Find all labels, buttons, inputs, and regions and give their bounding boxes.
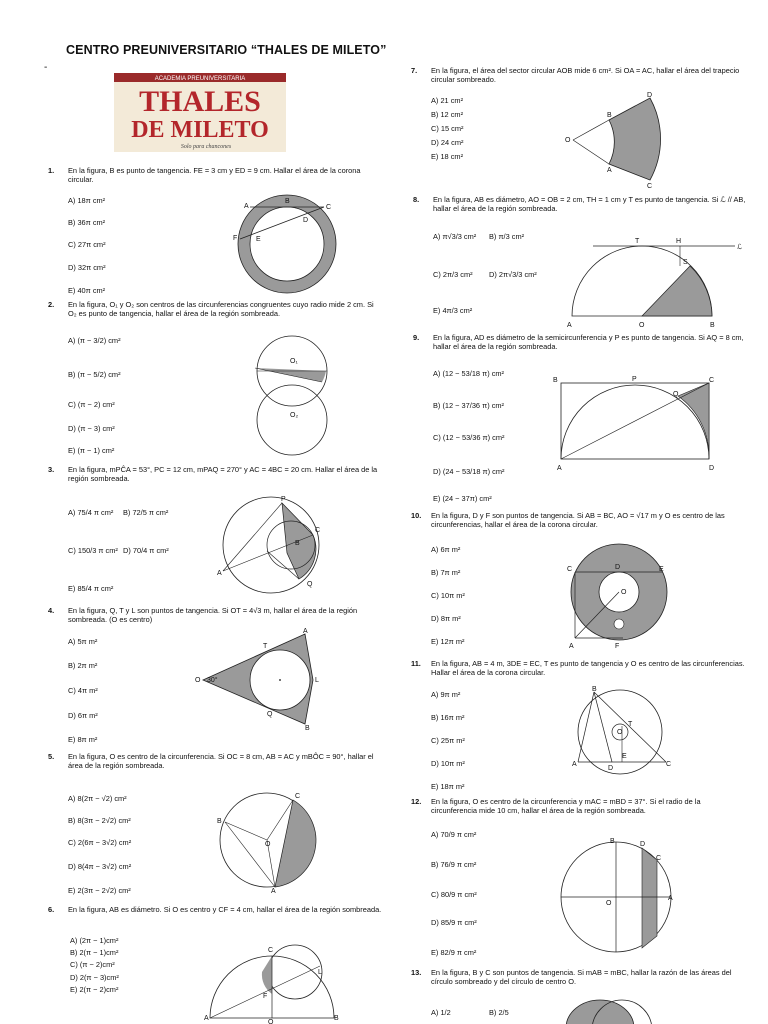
label-O: O	[639, 322, 645, 329]
question-number: 2.	[48, 300, 55, 309]
figure-8	[565, 236, 750, 331]
label-A: A	[303, 628, 308, 635]
figure-11	[570, 686, 675, 776]
figure-5	[215, 790, 320, 895]
label-T: T	[635, 238, 640, 245]
option-c[interactable]: C) 15 cm²	[431, 124, 464, 133]
question-1	[48, 166, 383, 185]
label-T: T	[263, 643, 268, 650]
logo-line1: THALES	[139, 85, 261, 118]
question-text: En la figura, Q, T y L son puntos de tangencia. Si OT = 4√3 m, hallar el área de la región sombreada. (O es centro)	[68, 606, 358, 625]
option-e[interactable]: E) 40π cm²	[68, 286, 106, 295]
label-A: A	[668, 895, 673, 902]
logo-slogan: Solo para chancones	[180, 144, 232, 150]
label-B: B	[285, 198, 290, 205]
option-b[interactable]: B) 12 cm²	[431, 110, 464, 119]
option-d[interactable]: D) 8π m²	[431, 614, 461, 623]
figure-4	[195, 628, 325, 732]
label-C: C	[709, 377, 715, 384]
question-11	[411, 659, 747, 678]
question-text: En la figura, AB es diámetro, AO = OB = 2 cm, TH = 1 cm y T es punto de tangencia. Si ℒ // AB, hallar el área de la región sombreada.	[433, 195, 746, 214]
logo-top-text: ACADEMIA PREUNIVERSITARIA	[154, 76, 246, 82]
question-number: 10.	[411, 511, 422, 520]
option-b[interactable]: B) 7π m²	[431, 568, 461, 577]
question-number: 6.	[48, 905, 55, 914]
question-text: En la figura, mPĈA = 53°, PC = 12 cm, mPAQ = 270° y AC = 4BC = 20 cm. Hallar el área de la región sombreada.	[68, 465, 378, 484]
option-e[interactable]: E) 2(3π − 2√2) cm²	[68, 886, 131, 895]
question-text: En la figura, O es centro de la circunferencia y mAC = mBD = 37°. Si el radio de la circunferencia mide 10 cm, hallar el área de la región sombreada.	[431, 797, 701, 816]
option-a[interactable]: A) 21 cm²	[431, 96, 464, 105]
label-A: A	[204, 1015, 209, 1022]
label-B: B	[553, 377, 558, 384]
figure-12	[560, 838, 680, 958]
question-number: 12.	[411, 797, 422, 806]
option-c[interactable]: C) 80/9 π cm²	[431, 890, 477, 899]
thales-logo	[114, 73, 286, 152]
label-C: C	[315, 527, 321, 534]
label-A: A	[569, 643, 574, 650]
question-8	[413, 195, 747, 214]
option-c[interactable]: C) 4π m²	[68, 686, 98, 695]
option-c[interactable]: C) (π − 2) cm²	[68, 400, 115, 409]
question-2	[48, 300, 383, 319]
label-L: ℒ	[737, 244, 743, 251]
option-a[interactable]: A) 8(2π − √2) cm²	[68, 794, 127, 803]
option-d[interactable]: D) 85/9 π cm²	[431, 918, 477, 927]
figure-10	[563, 536, 673, 651]
label-O: O	[268, 1019, 274, 1024]
figure-9	[553, 374, 721, 474]
figure-2	[250, 330, 340, 460]
label-L: L	[315, 677, 319, 684]
label-A: A	[567, 322, 572, 329]
label-F: F	[615, 643, 620, 650]
label-A: A	[557, 465, 562, 472]
label-F: F	[233, 235, 238, 242]
label-O2: O₂	[290, 412, 299, 419]
label-O: O	[195, 677, 201, 684]
question-text: En la figura, AB = 4 m, 3DE = EC, T es punto de tangencia y O es centro de las circunferencias. Hallar el área de la corona circular.	[431, 659, 745, 678]
option-a[interactable]: A) π√3/3 cm²	[433, 232, 477, 241]
label-C: C	[656, 855, 662, 862]
label-E: E	[659, 566, 664, 573]
label-D: D	[608, 765, 614, 772]
option-b[interactable]: B) 2π m²	[68, 661, 98, 670]
option-d[interactable]: D) 70/4 π cm²	[123, 546, 169, 555]
option-c[interactable]: C) 2π/3 cm²	[433, 270, 473, 279]
option-d[interactable]: D) 32π cm²	[68, 263, 106, 272]
label-C: C	[268, 947, 274, 954]
question-10	[411, 511, 747, 530]
question-text: En la figura, B es punto de tangencia. FE = 3 cm y ED = 9 cm. Hallar el área de la corona circular.	[68, 166, 361, 185]
question-3	[48, 465, 383, 484]
option-a[interactable]: A) 1/2	[431, 1008, 451, 1017]
option-b[interactable]: B) (12 − 37/36 π) cm²	[433, 401, 505, 410]
option-b[interactable]: B) 72/5 π cm²	[123, 508, 169, 517]
label-B: B	[217, 818, 222, 825]
option-a[interactable]: A) 75/4 π cm²	[68, 508, 114, 517]
question-number: 1.	[48, 166, 55, 175]
question-13	[411, 968, 747, 987]
question-text: En la figura, O es centro de la circunferencia. Si OC = 8 cm, AB = AC y mBÔC = 90°, hallar el área de la región sombreada.	[68, 752, 374, 771]
label-C: C	[567, 566, 573, 573]
option-b[interactable]: B) 16π m²	[431, 713, 465, 722]
label-S: S	[683, 259, 688, 266]
question-text: En la figura, AD es diámetro de la semicircunferencia y P es punto de tangencia. Si AQ = 8 cm, hallar el área de la región sombreada.	[433, 333, 744, 352]
logo-line2: DE MILETO	[131, 117, 269, 143]
page-title: CENTRO PREUNIVERSITARIO “THALES DE MILETO”	[66, 43, 387, 57]
option-e[interactable]: E) (π − 1) cm²	[68, 446, 115, 455]
option-a[interactable]: A) 70/9 π cm²	[431, 830, 477, 839]
option-b[interactable]: B) π/3 cm²	[489, 232, 525, 241]
option-c[interactable]: C) 27π cm²	[68, 240, 106, 249]
option-b[interactable]: B) 2(π − 1)cm²	[70, 948, 119, 957]
question-4	[48, 606, 383, 625]
option-c[interactable]: C) (12 − 53/36 π) cm²	[433, 433, 505, 442]
option-e[interactable]: E) 12π m²	[431, 637, 465, 646]
option-c[interactable]: C) 10π m²	[431, 591, 465, 600]
option-d[interactable]: D) 8(4π − 3√2) cm²	[68, 862, 132, 871]
question-text: En la figura, AB es diámetro. Si O es centro y CF = 4 cm, hallar el área de la región sombreada.	[68, 905, 382, 914]
option-d[interactable]: D) 24 cm²	[431, 138, 464, 147]
label-T: T	[628, 721, 633, 728]
question-number: 3.	[48, 465, 55, 474]
label-P: P	[632, 376, 637, 383]
option-c[interactable]: C) 150/3 π cm²	[68, 546, 118, 555]
label-B: B	[305, 725, 310, 732]
option-b[interactable]: B) 36π cm²	[68, 218, 106, 227]
option-a[interactable]: A) 6π m²	[431, 545, 461, 554]
label-L: L	[318, 969, 322, 976]
label-P: P	[281, 496, 286, 503]
label-D: D	[709, 465, 715, 472]
question-number: 7.	[411, 66, 418, 75]
label-A: A	[271, 888, 276, 895]
label-Q: Q	[267, 711, 273, 718]
figure-6	[200, 942, 350, 1022]
question-9	[413, 333, 747, 352]
option-e[interactable]: E) 85/4 π cm²	[68, 584, 114, 593]
option-b[interactable]: B) 76/9 π cm²	[431, 860, 477, 869]
label-B: B	[710, 322, 715, 329]
option-e[interactable]: E) 18 cm²	[431, 152, 464, 161]
label-Q: Q	[673, 391, 679, 398]
option-c[interactable]: C) 25π m²	[431, 736, 465, 745]
option-e[interactable]: E) 82/9 π cm²	[431, 948, 477, 957]
question-text: En la figura, el área del sector circular AOB mide 6 cm². Si OA = AC, hallar el área del trapecio circular sombreado.	[431, 66, 740, 85]
option-c[interactable]: C) (π − 2)cm²	[70, 960, 115, 969]
label-A: A	[572, 761, 577, 768]
label-O: O	[621, 589, 627, 596]
option-a[interactable]: A) (12 − 53/18 π) cm²	[433, 369, 505, 378]
label-D: D	[615, 564, 621, 571]
option-d[interactable]: D) (24 − 53/18 π) cm²	[433, 467, 505, 476]
option-b[interactable]: B) (π − 5/2) cm²	[68, 370, 121, 379]
label-D: D	[647, 92, 653, 99]
option-a[interactable]: A) 18π cm²	[68, 196, 106, 205]
label-O1: O₁	[290, 358, 298, 365]
question-6	[48, 905, 383, 914]
label-A: A	[607, 167, 612, 174]
option-e[interactable]: E) (24 − 37π) cm²	[433, 494, 492, 503]
label-Q: Q	[307, 581, 313, 588]
label-E: E	[622, 753, 627, 760]
label-A: A	[244, 203, 249, 210]
label-B: B	[610, 838, 615, 845]
label-D: D	[303, 217, 309, 224]
option-c[interactable]: C) 2(6π − 3√2) cm²	[68, 838, 132, 847]
option-a[interactable]: A) (2π − 1)cm²	[70, 936, 119, 945]
label-O: O	[617, 729, 623, 736]
option-b[interactable]: B) 2/5	[489, 1008, 509, 1017]
question-12	[411, 797, 747, 816]
option-d[interactable]: D) 2π√3/3 cm²	[489, 270, 537, 279]
label-C: C	[326, 204, 332, 211]
option-a[interactable]: A) (π − 3/2) cm²	[68, 336, 121, 345]
question-number: 11.	[411, 659, 421, 668]
label-F: F	[263, 993, 268, 1000]
label-B: B	[334, 1015, 339, 1022]
question-5	[48, 752, 383, 771]
dash-mark: -	[44, 62, 48, 73]
label-O: O	[265, 841, 271, 848]
option-d[interactable]: D) 6π m²	[68, 711, 98, 720]
label-A: A	[217, 570, 222, 577]
label-H: H	[676, 238, 682, 245]
figure-3	[215, 495, 330, 595]
question-text: En la figura, D y F son puntos de tangencia. Si AB = BC, AO = √17 m y O es centro de las circunferencias, hallar el área de la corona circular.	[431, 511, 725, 530]
label-C: C	[647, 183, 653, 190]
figure-7	[565, 92, 675, 192]
option-e[interactable]: E) 8π m²	[68, 735, 98, 744]
label-D: D	[640, 841, 646, 848]
option-d[interactable]: D) (π − 3) cm²	[68, 424, 115, 433]
label-B: B	[607, 112, 612, 119]
question-text: En la figura, B y C son puntos de tangencia. Si mAB = mBC, hallar la razón de las áreas del círculo sombreado y del círculo de centro O.	[431, 968, 732, 987]
label-angle: 30°	[207, 677, 218, 684]
option-a[interactable]: A) 9π m²	[431, 690, 461, 699]
question-7	[411, 66, 747, 85]
question-text: En la figura, O₁ y O₂ son centros de las circunferencias congruentes cuyo radio mide 2 cm. Si O₂ es punto de tangencia, hallar el área de la región sombreada.	[68, 300, 374, 319]
label-B: B	[295, 540, 300, 547]
question-number: 9.	[413, 333, 420, 342]
label-B: B	[592, 686, 597, 693]
option-d[interactable]: D) 10π m²	[431, 759, 465, 768]
question-number: 13.	[411, 968, 422, 977]
label-C: C	[295, 793, 301, 800]
figure-13	[560, 998, 670, 1024]
figure-1	[230, 192, 340, 292]
question-number: 8.	[413, 195, 420, 204]
label-O: O	[565, 137, 571, 144]
option-e[interactable]: E) 18π m²	[431, 782, 465, 791]
option-a[interactable]: A) 5π m²	[68, 637, 98, 646]
option-e[interactable]: E) 4π/3 cm²	[433, 306, 473, 315]
label-O: O	[606, 900, 612, 907]
option-e[interactable]: E) 2(π − 2)cm²	[70, 985, 119, 994]
label-C: C	[666, 761, 672, 768]
question-number: 5.	[48, 752, 55, 761]
option-d[interactable]: D) 2(π − 3)cm²	[70, 973, 119, 982]
label-E: E	[256, 236, 261, 243]
question-number: 4.	[48, 606, 55, 615]
option-b[interactable]: B) 8(3π − 2√2) cm²	[68, 816, 131, 825]
